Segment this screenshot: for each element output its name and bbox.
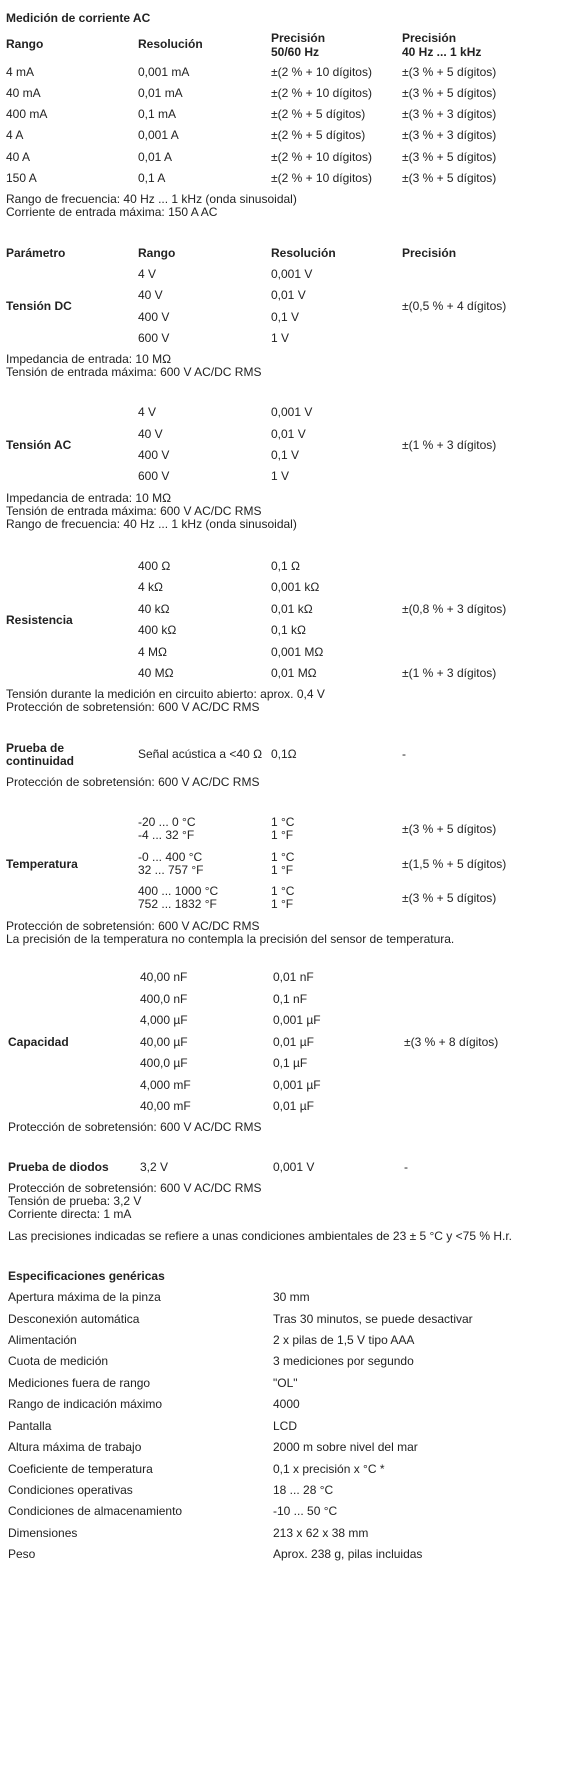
- table-cell: 40,00 nF: [140, 970, 188, 984]
- table-cell: 40 V: [138, 427, 163, 441]
- table-cell: -: [404, 1160, 408, 1174]
- table-cell: 1 V: [271, 469, 290, 483]
- table-cell: 40 MΩ: [138, 666, 174, 680]
- table-cell: 0,001 kΩ: [271, 580, 320, 594]
- spec-value: 213 x 62 x 38 mm: [273, 1526, 369, 1540]
- table-cell: 0,01 MΩ: [271, 666, 317, 680]
- table-cell: 400 V: [138, 448, 170, 462]
- continuity-label: continuidad: [6, 754, 74, 768]
- table-cell: 0,01 mA: [138, 86, 183, 100]
- spec-label: Dimensiones: [8, 1526, 78, 1540]
- table-cell: ±(3 % + 5 dígitos): [402, 822, 497, 836]
- spec-label: Condiciones operativas: [8, 1483, 133, 1497]
- table-cell: 0,001 V: [273, 1160, 315, 1174]
- table-cell: 400 V: [138, 310, 170, 324]
- table-cell: 1 V: [271, 331, 290, 345]
- table-cell: -: [402, 747, 406, 761]
- spec-value: Tras 30 minutos, se puede desactivar: [273, 1312, 473, 1326]
- table-cell: 1 °C: [271, 850, 295, 864]
- table-cell: 0,01 kΩ: [271, 602, 313, 616]
- table-cell: ±(2 % + 10 dígitos): [271, 86, 372, 100]
- note: Rango de frecuencia: 40 Hz ... 1 kHz (onda sinusoidal): [6, 517, 297, 531]
- table-cell: 0,1 µF: [273, 1056, 308, 1070]
- header-precision-50-60: Precisión 50/60 Hz: [271, 31, 326, 59]
- table-cell: ±(3 % + 5 dígitos): [402, 891, 497, 905]
- header-resolucion: Resolución: [271, 246, 336, 260]
- spec-value: 30 mm: [273, 1290, 310, 1304]
- table-cell: 150 A: [6, 171, 37, 185]
- note: Protección de sobretensión: 600 V AC/DC RMS: [6, 919, 260, 933]
- table-cell: 600 V: [138, 469, 170, 483]
- table-cell: 4 A: [6, 128, 24, 142]
- resistance-accuracy: ±(0,8 % + 3 dígitos): [402, 602, 507, 616]
- note: Rango de frecuencia: 40 Hz ... 1 kHz (onda sinusoidal): [6, 192, 297, 206]
- note: Tensión durante la medición en circuito abierto: aprox. 0,4 V: [6, 687, 325, 701]
- spec-value: LCD: [273, 1419, 298, 1433]
- table-cell: 0,001 mA: [138, 65, 190, 79]
- capacitance-accuracy: ±(3 % + 8 dígitos): [404, 1035, 499, 1049]
- table-cell: ±(3 % + 3 dígitos): [402, 128, 497, 142]
- table-cell: 400 ... 1000 °C: [138, 884, 219, 898]
- diode-label: Prueba de diodos: [8, 1160, 109, 1174]
- table-cell: ±(3 % + 5 dígitos): [402, 86, 497, 100]
- note: Corriente directa: 1 mA: [8, 1207, 132, 1221]
- table-cell: ±(2 % + 5 dígitos): [271, 107, 366, 121]
- continuity-label: Prueba de: [6, 741, 65, 755]
- header-rango: Rango: [6, 37, 44, 51]
- table-cell: 0,001 µF: [273, 1013, 321, 1027]
- spec-label: Desconexión automática: [8, 1312, 140, 1326]
- table-cell: ±(1,5 % + 5 dígitos): [402, 857, 507, 871]
- table-cell: 0,001 V: [271, 267, 313, 281]
- header-precision-40hz-1khz: Precisión 40 Hz ... 1 kHz: [402, 31, 482, 59]
- table-cell: 4 mA: [6, 65, 35, 79]
- table-cell: 4 kΩ: [138, 580, 163, 594]
- temperature-label: Temperatura: [6, 857, 78, 871]
- table-cell: -0 ... 400 °C: [138, 850, 203, 864]
- ambient-note: Las precisiones indicadas se refiere a unas condiciones ambientales de 23 ± 5 °C y <75 % H.r.: [8, 1229, 512, 1243]
- table-cell: 1 °F: [271, 897, 294, 911]
- note: Tensión de prueba: 3,2 V: [8, 1194, 142, 1208]
- table-cell: 32 ... 757 °F: [138, 863, 204, 877]
- spec-label: Altura máxima de trabajo: [8, 1440, 142, 1454]
- dc-voltage-label: Tensión DC: [6, 299, 72, 313]
- header-precision: Precisión: [402, 246, 457, 260]
- note: La precisión de la temperatura no contempla la precisión del sensor de temperatura.: [6, 932, 455, 946]
- spec-label: Coeficiente de temperatura: [8, 1462, 153, 1476]
- table-cell: 40,00 mF: [140, 1099, 191, 1113]
- table-cell: 0,1 kΩ: [271, 623, 306, 637]
- table-cell: 4 V: [138, 405, 157, 419]
- table-cell: 40 mA: [6, 86, 41, 100]
- spec-value: 4000: [273, 1397, 300, 1411]
- header-parametro: Parámetro: [6, 246, 66, 260]
- table-cell: 0,1 nF: [273, 992, 308, 1006]
- table-cell: ±(2 % + 10 dígitos): [271, 171, 372, 185]
- spec-label: Peso: [8, 1547, 36, 1561]
- ac-voltage-accuracy: ±(1 % + 3 dígitos): [402, 438, 497, 452]
- note: Protección de sobretensión: 600 V AC/DC RMS: [6, 775, 260, 789]
- note: Protección de sobretensión: 600 V AC/DC RMS: [8, 1181, 262, 1195]
- table-cell: 0,001 V: [271, 405, 313, 419]
- table-cell: 1 °F: [271, 863, 294, 877]
- table-cell: -20 ... 0 °C: [138, 815, 196, 829]
- dc-voltage-accuracy: ±(0,5 % + 4 dígitos): [402, 299, 507, 313]
- capacitance-label: Capacidad: [8, 1035, 69, 1049]
- table-cell: 0,01 µF: [273, 1035, 314, 1049]
- table-cell: 4 MΩ: [138, 645, 167, 659]
- header-resolucion: Resolución: [138, 37, 203, 51]
- table-cell: 752 ... 1832 °F: [138, 897, 217, 911]
- table-cell: 1 °C: [271, 884, 295, 898]
- table-cell: 0,1 V: [271, 448, 300, 462]
- table-cell: ±(3 % + 3 dígitos): [402, 107, 497, 121]
- table-cell: ±(2 % + 10 dígitos): [271, 150, 372, 164]
- spec-label: Condiciones de almacenamiento: [8, 1504, 183, 1518]
- table-cell: 0,01 µF: [273, 1099, 314, 1113]
- table-cell: 4 V: [138, 267, 157, 281]
- table-cell: -4 ... 32 °F: [138, 828, 195, 842]
- table-cell: 0,01 A: [138, 150, 173, 164]
- note: Protección de sobretensión: 600 V AC/DC RMS: [8, 1120, 262, 1134]
- note: Tensión de entrada máxima: 600 V AC/DC RMS: [6, 365, 262, 379]
- spec-value: 2 x pilas de 1,5 V tipo AAA: [273, 1333, 415, 1347]
- spec-label: Pantalla: [8, 1419, 52, 1433]
- table-cell: 40 kΩ: [138, 602, 170, 616]
- table-cell: 0,1Ω: [271, 747, 297, 761]
- ac-current-title: Medición de corriente AC: [6, 11, 151, 25]
- table-cell: 0,1 mA: [138, 107, 177, 121]
- table-cell: ±(2 % + 5 dígitos): [271, 128, 366, 142]
- spec-value: 0,1 x precisión x °C *: [273, 1462, 385, 1476]
- spec-value: 3 mediciones por segundo: [273, 1354, 414, 1368]
- table-cell: 0,1 A: [138, 171, 166, 185]
- table-cell: 0,001 µF: [273, 1078, 321, 1092]
- note: Impedancia de entrada: 10 MΩ: [6, 491, 172, 505]
- table-cell: 0,001 MΩ: [271, 645, 324, 659]
- ac-voltage-label: Tensión AC: [6, 438, 72, 452]
- table-cell: 0,01 V: [271, 288, 306, 302]
- spec-value: Aprox. 238 g, pilas incluidas: [273, 1547, 423, 1561]
- header-rango: Rango: [138, 246, 176, 260]
- table-cell: 0,1 V: [271, 310, 300, 324]
- spec-value: 2000 m sobre nivel del mar: [273, 1440, 418, 1454]
- table-cell: 1 °F: [271, 828, 294, 842]
- resistance-accuracy: ±(1 % + 3 dígitos): [402, 666, 497, 680]
- table-cell: 600 V: [138, 331, 170, 345]
- spec-label: Apertura máxima de la pinza: [8, 1290, 161, 1304]
- resistance-label: Resistencia: [6, 613, 73, 627]
- table-cell: ±(3 % + 5 dígitos): [402, 65, 497, 79]
- spec-label: Alimentación: [8, 1333, 77, 1347]
- table-cell: 0,01 nF: [273, 970, 314, 984]
- table-cell: 40 V: [138, 288, 163, 302]
- table-cell: 4,000 µF: [140, 1013, 188, 1027]
- table-cell: 1 °C: [271, 815, 295, 829]
- table-cell: 4,000 mF: [140, 1078, 191, 1092]
- generic-title: Especificaciones genéricas: [8, 1269, 165, 1283]
- table-cell: 400 Ω: [138, 559, 171, 573]
- table-cell: 400 kΩ: [138, 623, 177, 637]
- spec-value: 18 ... 28 °C: [273, 1483, 334, 1497]
- note: Tensión de entrada máxima: 600 V AC/DC RMS: [6, 504, 262, 518]
- table-cell: 0,1 Ω: [271, 559, 300, 573]
- table-cell: 400,0 nF: [140, 992, 188, 1006]
- note: Impedancia de entrada: 10 MΩ: [6, 352, 172, 366]
- table-cell: ±(3 % + 5 dígitos): [402, 150, 497, 164]
- table-cell: 40,00 µF: [140, 1035, 188, 1049]
- spec-label: Cuota de medición: [8, 1354, 109, 1368]
- spec-value: -10 ... 50 °C: [273, 1504, 338, 1518]
- spec-label: Rango de indicación máximo: [8, 1397, 163, 1411]
- table-cell: 400,0 µF: [140, 1056, 188, 1070]
- note: Protección de sobretensión: 600 V AC/DC RMS: [6, 700, 260, 714]
- spec-label: Mediciones fuera de rango: [8, 1376, 151, 1390]
- table-cell: 40 A: [6, 150, 31, 164]
- table-cell: 0,001 A: [138, 128, 179, 142]
- spec-value: "OL": [273, 1376, 298, 1390]
- table-cell: Señal acústica a <40 Ω: [138, 747, 263, 761]
- table-cell: ±(2 % + 10 dígitos): [271, 65, 372, 79]
- note: Corriente de entrada máxima: 150 A AC: [6, 205, 218, 219]
- table-cell: ±(3 % + 5 dígitos): [402, 171, 497, 185]
- table-cell: 0,01 V: [271, 427, 306, 441]
- table-cell: 400 mA: [6, 107, 48, 121]
- table-cell: 3,2 V: [140, 1160, 169, 1174]
